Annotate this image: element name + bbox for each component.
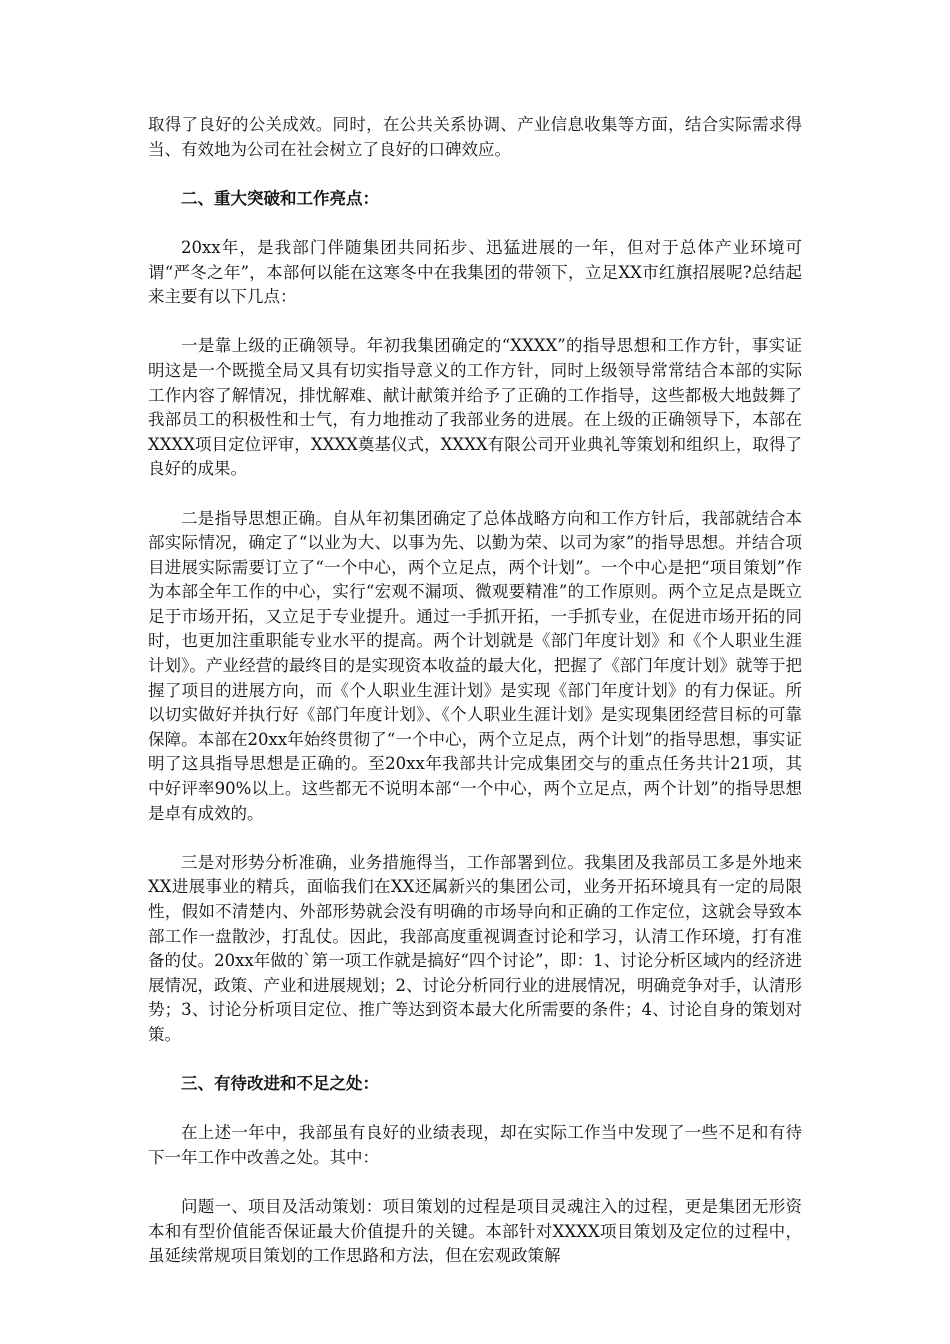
document-page (148, 113, 802, 1294)
paragraph-problem-1: 问题一、项目及活动策划：项目策划的过程是项目灵魂注入的过程，更是集团无形资本和有型价值能否保证最大价值提升的关键。本部针对XXXX项目策划及定位的过程中，虽延续常规项目策划的工作思路和方法，但在宏观政策解 (148, 1197, 802, 1266)
paragraph-intro: 取得了良好的公关成效。同时，在公共关系协调、产业信息收集等方面，结合实际需求得当、有效地为公司在社会树立了良好的口碑效应。 (148, 115, 802, 159)
paragraph-shortcomings-intro: 在上述一年中，我部虽有良好的业绩表现，却在实际工作当中发现了一些不足和有待下一年工作中改善之处。其中： (148, 1123, 802, 1167)
paragraph-overview: 20xx年，是我部门伴随集团共同拓步、迅猛进展的一年，但对于总体产业环境可谓“严冬之年”，本部何以能在这寒冬中在我集团的带领下，立足XX市红旗招展呢?总结起来主要有以下几点： (148, 237, 802, 307)
section-heading-2: 二、重大突破和工作亮点： (181, 188, 379, 208)
paragraph-point-2: 二是指导思想正确。自从年初集团确定了总体战略方向和工作方针后，我部就结合本部实际情况，确定了“以业为大、以事为先、以勤为荣、以司为家”的指导思想。并结合项目进展实际需要订立了“一个中心，两个立足点，两个计划”。一个中心是把“项目策划”作为本部全年工作的中心，实行“宏观不漏项、微观要精准”的工作原则。两个立足点是既立足于市场开拓，又立足于专业提升。通过一手抓开拓，一手抓专业，在促进市场开拓的同时，也更加注重职能专业水平的提高。两个计划就是《部门年度计划》和《个人职业生涯计划》。产业经营的最终目的是实现资本收益的最大化，把握了《部门年度计划》就等于把握了项目的进展方向，而《个人职业生涯计划》是实现《部门年度计划》的有力保证。所以切实做好并执行好《部门年度计划》、《个人职业生涯计划》是实现集团经营目标的可靠保障。本部在20xx年始终贯彻了“一个中心，两个立足点，两个计划”的指导思想，事实证明了这具指导思想是正确的。至20xx年我部共计完成集团交与的重点任务共计21项，其中好评率90%以上。这些都无不说明本部“一个中心，两个立足点，两个计划”的指导思想是卓有成效的。 (148, 508, 802, 823)
paragraph-point-1: 一是靠上级的正确领导。年初我集团确定的“XXXX”的指导思想和工作方针，事实证明这是一个既揽全局又具有切实指导意义的工作方针，同时上级领导常常结合本部的实际工作内容了解情况，排忧解难、献计献策并给予了正确的工作指导，这些都极大地鼓舞了我部员工的积极性和士气，有力地推动了我部业务的进展。在上级的正确领导下，本部在XXXX项目定位评审，XXXX奠基仪式，XXXX有限公司开业典礼等策划和组织上，取得了良好的成果。 (148, 336, 802, 479)
section-heading-3: 三、有待改进和不足之处： (181, 1074, 379, 1094)
paragraph-point-3: 三是对形势分析准确，业务措施得当，工作部署到位。我集团及我部员工多是外地来XX进展事业的精兵，面临我们在XX还属新兴的集团公司，业务开拓环境具有一定的局限性，假如不清楚内、外部形势就会没有明确的市场导向和正确的工作定位，这就会导致本部工作一盘散沙，打乱仗。因此，我部高度重视调查讨论和学习，认清工作环境，打有准备的仗。20xx年做的`第一项工作就是搞好“四个讨论”，即：1、讨论分析区域内的经济进展情况，政策、产业和进展规划；2、讨论分析同行业的进展情况，明确竞争对手，认清形势；3、讨论分析项目定位、推广等达到资本最大化所需要的条件；4、讨论自身的策划对策。 (148, 852, 802, 1044)
